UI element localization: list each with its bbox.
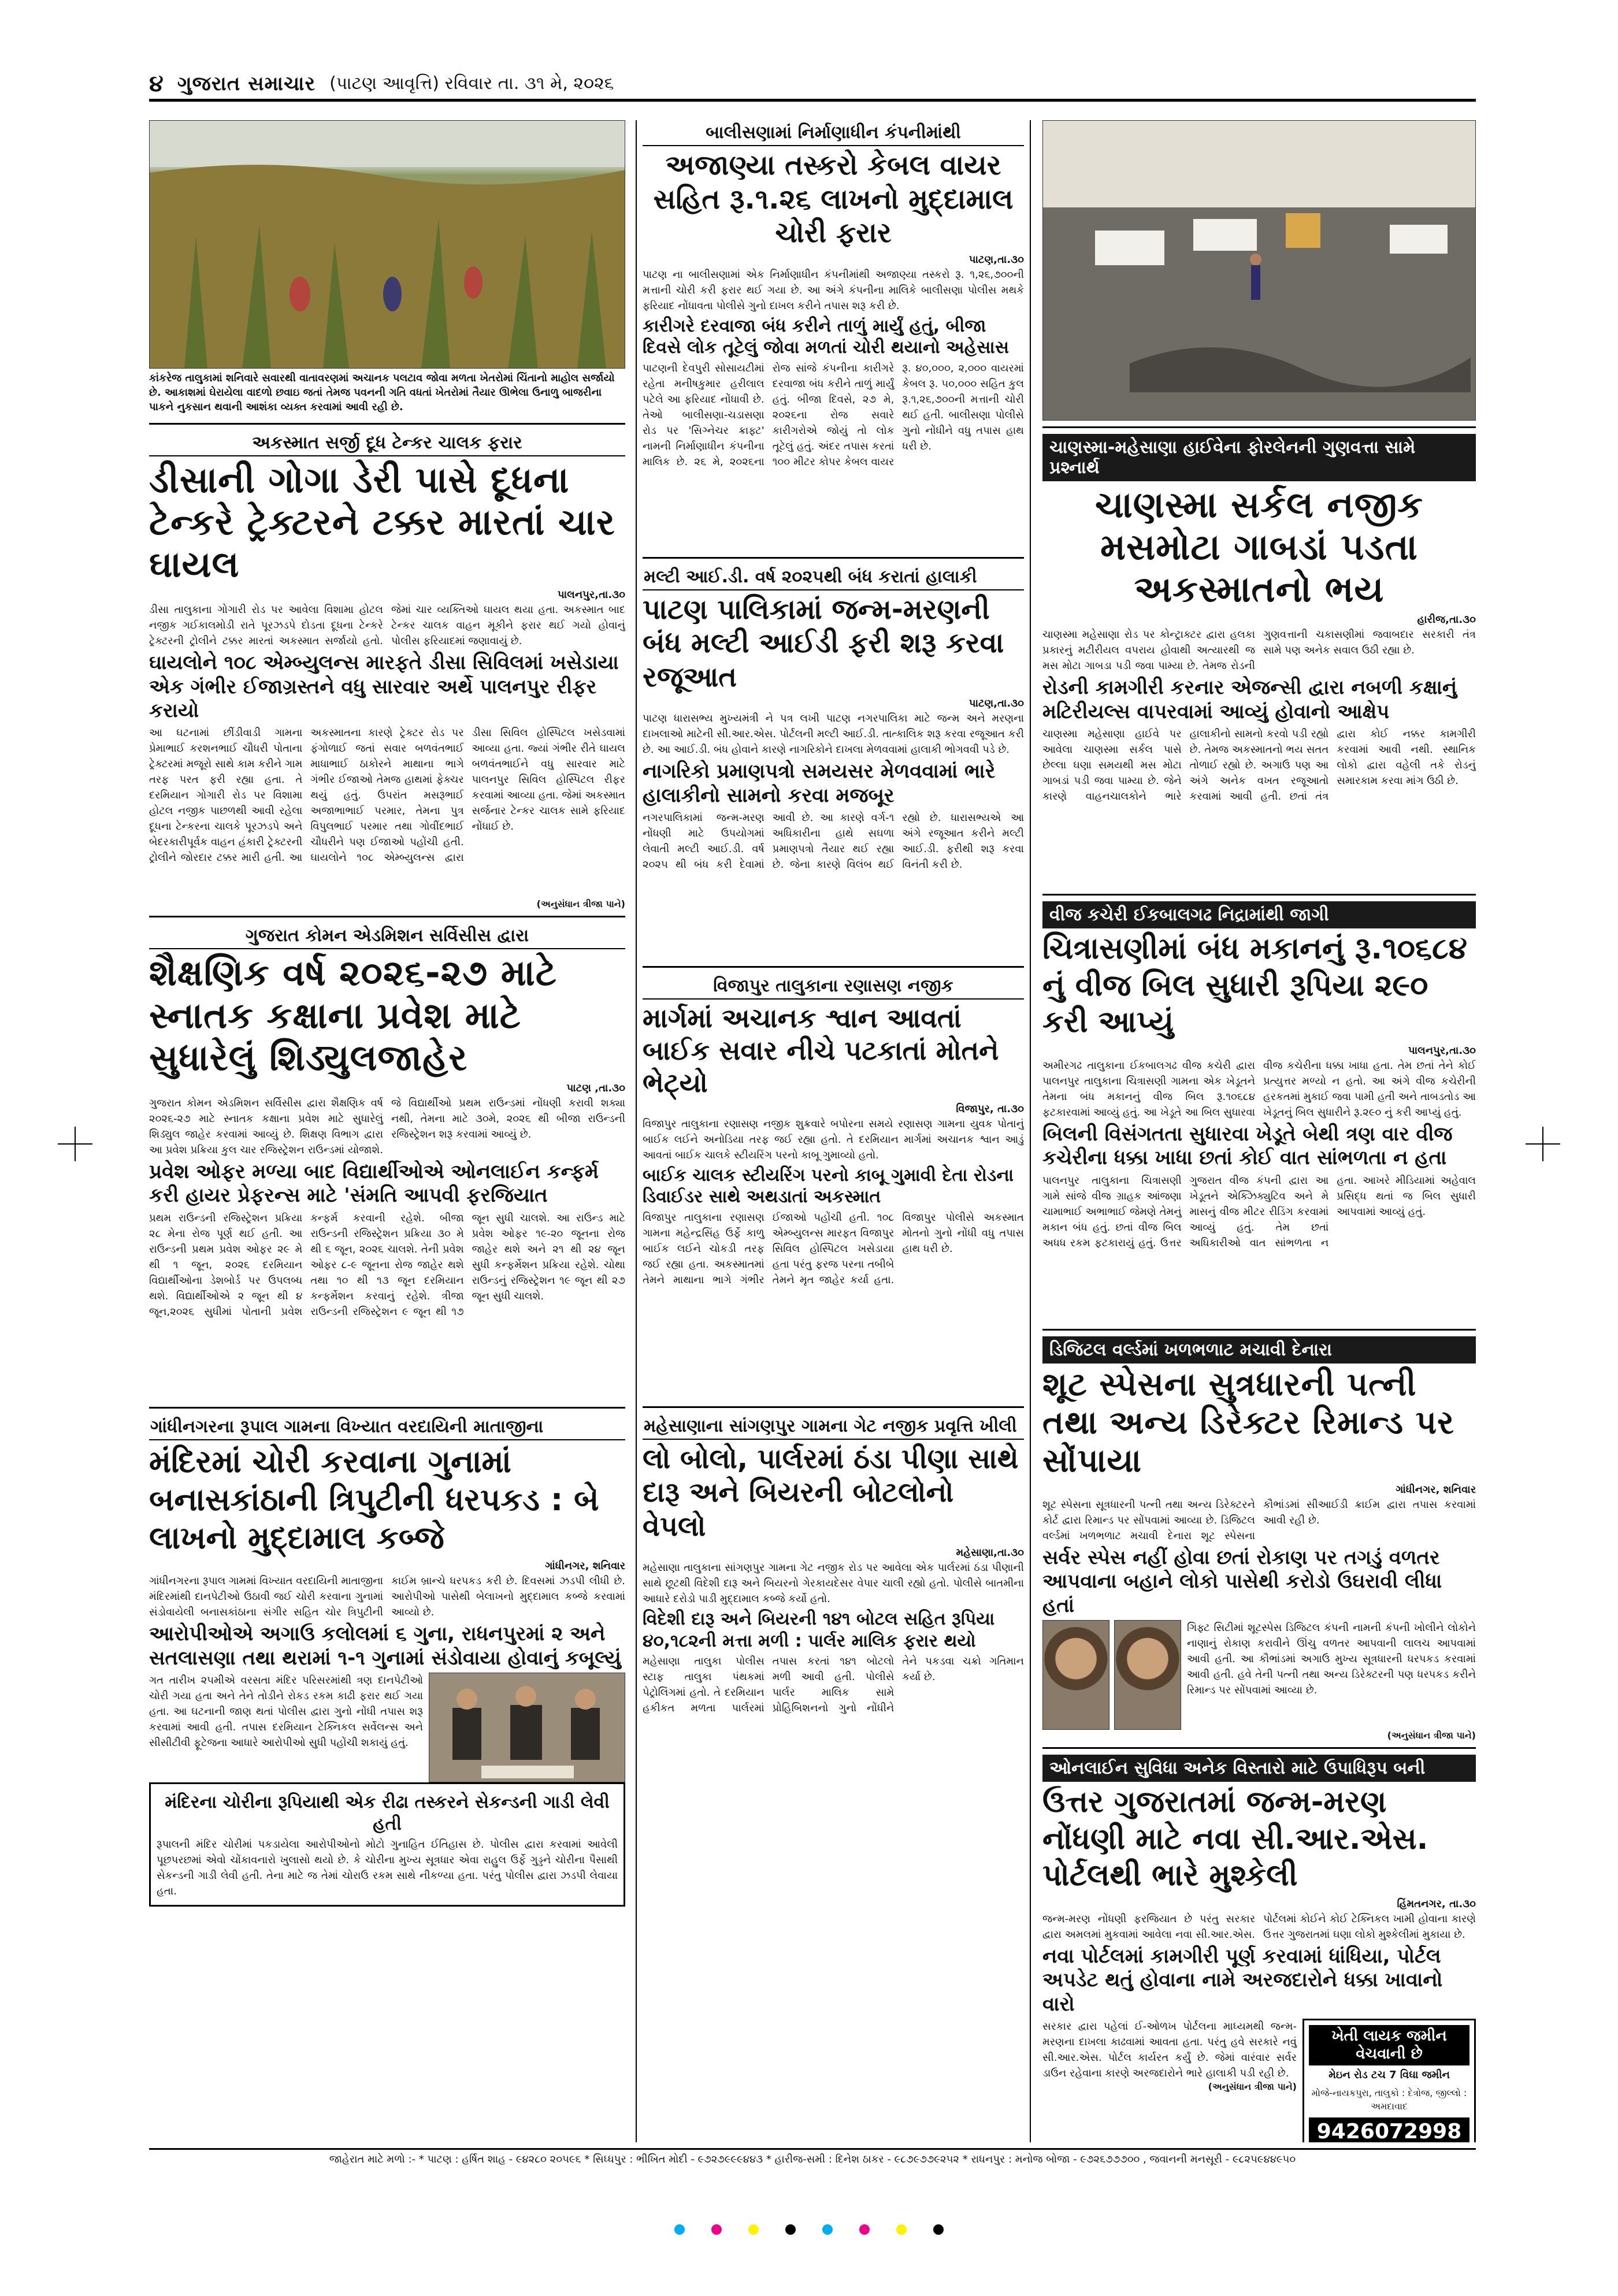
color-mark-black	[785, 2224, 796, 2235]
kicker: ચાણસ્મા-મહેસાણા હાઈવેના ફોરલેનની ગુણવત્તા સામે પ્રશ્નાર્થ	[1042, 434, 1476, 481]
divider	[1042, 1747, 1476, 1749]
continued-note: (અનુસંધાન ત્રીજા પાને)	[1387, 1730, 1476, 1741]
column-right	[1042, 120, 1476, 2142]
dateline: પાટણ ,તા.૩૦	[566, 1082, 625, 1094]
kicker: બાલીસણામાં નિર્માણાધીન કંપનીમાંથી	[643, 120, 1024, 146]
story-body-continued: વિજાપુર તાલુકાના રણાસણ ગામના મહેન્દ્રસિંહ ઉર્ફે કાળુ બાઈક લઈને ચોકડી તરફ જઈ રહ્યા હતા. અકસ્માતમાં તેમને માથાના ભાગે ગંભીર ઈજાઓ પહોંચી હતી. ૧૦૮ એમ્બ્યુલન્સ મારફત વિજાપુર સિવિલ હોસ્પિટલ ખસેડાયા હતા પરંતુ ફરજ પરના તબીબે તેમને મૃત જાહેર કર્યા હતા. વિજાપુર પોલીસે અકસ્માત મોતનો ગુનો નોંધી વધુ તપાસ હાથ ધરી છે.	[643, 1211, 1024, 1286]
story-body-continued: પાટણની દેવપુરી સોસાયટીમાં રહેતા મનીષકુમાર હરીલાલ પટેલે આ ફરિયાદ નોંધાવી છે. તેઓ બાલીસણા-ચડાસણા રોડ પર 'સિગ્નેચર ક્રાફ્ટ' નામની નિર્માણાધીન કંપનીના માલિક છે. ૨૬ મે, ૨૦૨૬ના રોજ સાંજે કંપનીના કારીગરે દરવાજા બંધ કરીને તાળું માર્યું હતું. બીજા દિવસે, ૨૭ મે, ૨૦૨૬ના રોજ સવારે કારીગરોએ જોયું તો લોક તૂટેલું હતું. અંદર તપાસ કરતાં ૧૦૦ મીટર કોપર કેબલ વાયર રૂ. ૪૦,૦૦૦, ૨,૦૦૦ વાયરમાં કેબલ રૂ. ૫૦,૦૦૦ સહિત કુલ રૂ.૧,૨૬,૭૦૦ની મત્તાની ચોરી થઈ હતી. બાલીસણા પોલીસે ગુનો નોંધીને વધુ તપાસ હાથ ધરી છે.	[643, 362, 1024, 468]
story-admission-schedule	[149, 923, 625, 1400]
subheadline: બિલની વિસંગતતા સુધારવા ખેડૂતે બેથી ત્રણ વાર વીજ કચેરીના ધક્કા ખાધા છતાં કોઈ વાત સાંભળતા ન હતા	[1042, 1122, 1453, 1170]
headline: ડીસાની ગોગા ડેરી પાસે દૂધના ટેન્કરે ટ્રેક્ટરને ટક્કર મારતાં ચાર ઘાયલ	[149, 458, 615, 585]
kicker: ગાંધીનગરના રૂપાલ ગામના વિખ્યાત વરદાયિની માતાજીના	[149, 1414, 625, 1440]
subheadline: નાગરિકો પ્રમાણપત્રો સમયસર મેળવવામાં ભારે હાલાકીનો સામનો કરવા મજબૂર	[643, 760, 996, 807]
dateline: હિંમતનગર, તા.૩૦	[1397, 1897, 1476, 1910]
ad-line-1: મેઇન રોડ ટચ 7 વિઘા જમીન	[1328, 2069, 1450, 2082]
kicker: ગુજરાત કોમન એડમિશન સર્વિસીસ દ્વારા	[149, 923, 625, 949]
headline: ઉત્તર ગુજરાતમાં જન્મ-મરણ નોંધણી માટે નવા સી.આર.એસ. પોર્ટલથી ભારે મુશ્કેલી	[1042, 1785, 1428, 1893]
ad-line-2: મોજે-નાયકપુરા, તાલુકો : દેત્રોજ, જીલ્લો : અમદાવાદ	[1311, 2087, 1467, 2112]
dateline: ગાંધીનગર, શનિવાર	[545, 1560, 625, 1573]
accused-photo-2	[1114, 1620, 1181, 1730]
subheadline: આરોપીઓએ અગાઉ કલોલમાં ૬ ગુના, રાધનપુરમાં ૨ અને સતલાસણા તથા થરામાં ૧-૧ ગુનામાં સંડોવાયા હોવાનું કબૂલ્યું	[149, 1622, 621, 1670]
kicker: વીજ કચેરી ઈકબાલગઢ નિદ્રામાંથી જાગી	[1042, 901, 1476, 928]
headline: ચિત્રાસણીમાં બંધ મકાનનું રૂ.૧૦૬૮૪ નું વીજ બિલ સુધારી રૂપિયા ૨૯૦ કરી આપ્યું	[1042, 931, 1467, 1040]
dateline: પાટણ,તા.૩૦	[968, 253, 1024, 266]
color-mark-cyan	[674, 2224, 685, 2235]
subheadline: કારીગરે દરવાજા બંધ કરીને તાળું માર્યું હતું, બીજા દિવસે લોક તૂટેલું જોવા મળતાં ચોરી થયાનો અહેસાસ	[643, 315, 1010, 358]
headline: લો બોલો, પાર્લરમાં ઠંડા પીણા સાથે દારૂ અને બિયરની બોટલોનો વેપલો	[643, 1442, 1019, 1543]
divider	[149, 423, 625, 425]
color-mark-black	[933, 2224, 944, 2235]
masthead	[149, 68, 1476, 102]
story-body-continued: પ્રથમ રાઉન્ડની રજિસ્ટ્રેશન પ્રક્રિયા ૨૮ મેના રોજ પૂર્ણ થઈ હતી. આ રાઉન્ડની પ્રથમ પ્રવેશ ઓફર ૨૯ મે થી ૧ જૂન, ૨૦૨૬ દરમિયાન વિદ્યાર્થીઓના ડેશબોર્ડ પર ઉપલબ્ધ થશે. વિદ્યાર્થીઓએ ૨ જૂન થી ૪ જૂન,૨૦૨૬ સુધીમાં પોતાની પ્રવેશ કન્ફર્મ કરવાની રહેશે. બીજા રાઉન્ડની રજિસ્ટ્રેશન પ્રક્રિયા ૩૦ મે થી ૬ જૂન, ૨૦૨૬ ચાલશે. તેની પ્રવેશ ઓફર ૮-૯ જૂનના રોજ જાહેર થશે તથા ૧૦ થી ૧૩ જૂન દરમિયાન કન્ફર્મેશન કરવાનું રહેશે. ત્રીજા રાઉન્ડની રજિસ્ટ્રેશન ૯ જૂન થી ૧૭ જૂન સુધી ચાલશે. આ રાઉન્ડ માટે પ્રવેશ ઓફર ૧૯-૨૦ જૂનના રોજ જાહેર થશે અને ૨૧ થી ૨૪ જૂન સુધી કન્ફર્મેશન પ્રક્રિયા રહેશે. ચોથા રાઉન્ડનું રજિસ્ટ્રેશન ૧૯ જૂન થી ૨૭ જૂન સુધી ચાલશે.	[149, 1212, 625, 1318]
story-bike-accident	[643, 974, 1024, 1400]
dateline: હારીજ,તા.૩૦	[1417, 614, 1476, 626]
subheadline: વિદેશી દારૂ અને બિયરની ૧૪૧ બોટલ સહિત રૂપિયા ૪૦,૧૮૨ની મત્તા મળી : પાર્લર માલિક ફરાર થયો	[643, 1609, 995, 1651]
story-body-continued: આ ઘટનામાં છીંડીવાડી ગામના પ્રેમાભાઈ કરશનભાઈ ચૌધરી પોતાના ટ્રેક્ટરમાં મજૂરો સાથે કામ કરીને ગામ તરફ પરત ફરી રહ્યા હતા. તે દરમિયાન ગોગારી રોડ પર વિશામા હોટલ નજીક પાછળથી આવી રહેલા દૂધના ટેન્કરના ચાલકે પૂરઝડપે અને બેદરકારીપૂર્વક વાહન હંકારી ટ્રેક્ટરની ટ્રોલીને જોરદાર ટક્કર મારી હતી. આ અકસ્માતના કારણે ટ્રેક્ટર રોડ પર ફંગોળાઈ જતાં સવાર બળવંતભાઈ માધાભાઈ ઠાકોરને માથાના ભાગે ગંભીર ઈજાઓ તેમજ હાથમાં ફેક્ચર થયું હતું. ઉપરાંત મસરૂભાઈ અજાભાભાઈ પરમાર, તેમના પુત્ર વિપુલભાઈ પરમાર તથા ગોવીંદભાઈ ચૌધરીને પણ ઈજાઓ પહોંચી હતી. ઘાયલોને ૧૦૮ એમ્બ્યુલન્સ દ્વારા ડીસા સિવિલ હોસ્પિટલ ખસેડવામાં આવ્યા હતા. જ્યાં ગંભીર રીતે ઘાયલ બળવંતભાઈને વધુ સારવાર માટે પાલનપુર સિવિલ હોસ્પિટલ રીફર કરવામાં આવ્યા હતા. જેમાં અકસ્માત સર્જનાર ટેન્કર ચાલક સામે ફરિયાદ નોંધાઈ છે.	[149, 727, 625, 864]
road-photo	[1042, 120, 1476, 421]
divider	[643, 966, 1024, 968]
kicker: મહેસાણાના સાંગણપુર ગામના ગેટ નજીક પ્રવૃત્તિ ખીલી	[643, 1414, 1024, 1440]
headline: માર્ગમાં અચાનક શ્વાન આવતાં બાઈક સવાર નીચે પટકાતાં મોતને ભેટ્યો	[643, 1002, 999, 1099]
color-mark-yellow	[748, 2224, 759, 2235]
farm-photo	[149, 120, 625, 369]
registration-mark-left	[58, 1127, 92, 1161]
edition-date: (પાટણ આવૃત્તિ) રવિવાર તા. ૩૧ મે, ૨૦૨૬	[329, 73, 614, 94]
subheadline: નવા પોર્ટલમાં કામગીરી પૂર્ણ કરવામાં ધાંધિયા, પોર્ટલ અપડેટ થતું હોવાના નામે અરજદારોને ધક્કા ખાવાનો વારો	[1042, 1944, 1443, 2016]
dateline: પાલનપુર,તા.૩૦	[558, 589, 625, 601]
color-mark-yellow	[896, 2224, 907, 2235]
story-body-continued: સરકાર દ્વારા પહેલાં ઈ-ઓળખ પોર્ટલના માધ્યમથી જન્મ-મરણના દાખલા કાઢવામાં આવતા હતા. પરંતુ હવે સરકારે નવું સી.આર.એસ. પોર્ટલ કાર્યરત કર્યું છે. જેમાં વારંવાર સર્વર ડાઉન રહેવાના કારણે અરજદારોને ભારે હાલાકી પડી રહી છે.	[1042, 2020, 1297, 2080]
continued-note: (અનુસંધાન ત્રીજા પાને)	[1208, 2081, 1297, 2093]
dateline: મહેસાણા,તા.૩૦	[956, 1547, 1024, 1559]
subheadline: ઘાયલોને ૧૦૮ એમ્બ્યુલન્સ મારફતે ડીસા સિવિલમાં ખસેડાયા એક ગંભીર ઈજાગ્રસ્તને વધુ સારવાર અર્થે પાલનપુર રીફર કરાયો	[149, 651, 619, 722]
story-body: ચાણસ્મા મહેસાણા રોડ પર કોન્ટ્રાક્ટર દ્વારા હલકા પ્રકારનું મટીરીયલ વપરાય હોવાથી અત્યારથી જ મસ મોટા ગાબડા પડી જવા પામ્યા છે. તેમજ રોડની ગુણવત્તાની ચકાસણીમાં જવાબદાર સરકારી તંત્ર સામે પણ અનેક સવાલ ઉઠી રહ્યા છે.	[1042, 629, 1476, 673]
story-body: વિજાપુર તાલુકાના રણાસણ નજીક શુક્રવારે બપોરના સમયે રણાસણ ગામના યુવક પોતાનું બાઈક લઈને અનોડિયા તરફ જઈ રહ્યા હતો. તે દરમિયાન માર્ગમાં અચાનક શ્વાન આડું આવતાં બાઈક ચાલકે સ્ટીયરિંગ પરનો કાબૂ ગુમાવ્યો હતો.	[643, 1117, 1024, 1161]
story-chanasma-potholes	[1042, 434, 1476, 888]
sidebar-box	[149, 1782, 625, 1907]
story-body: ગાંધીનગરના રૂપાલ ગામમાં વિખ્યાત વરદાયિની માતાજીના મંદિરમાંથી દાનપેટીઓ ઉઠાવી જઈ ચોરી કરવાના ગુનામાં સંડોવાયેલી બનાસકાંઠાના સંગીર સહિત ચોર ત્રિપુટીની કાઈમ બ્રાન્ચે ધરપકડ કરી છે. દિવસમાં ઝડપી લીધી છે. આરોપીઓ પાસેથી બેલાખનો મુદ્દામાલ કબ્જે કરવામાં આવ્યો છે.	[149, 1575, 625, 1619]
color-mark-cyan	[822, 2224, 833, 2235]
dateline: વિજાપુર, તા.૩૦	[956, 1102, 1024, 1115]
farm-illustration	[150, 121, 625, 369]
story-milk-tanker	[149, 430, 625, 911]
advertising-contacts: જાહેરાત માટે મળો :- * પાટણ : હર્ષિત શાહ - ૯૪૨૮૦ ૨૦૫૯૬ * સિધ્ધપુર : ભીખિત મોદી - ૯૭૨૭૯૯૯૪૪૩ * હારીજ-સમી : દિનેશ ઠાકર - ૯૮૭૯૭૭૯૨૫૨ * રાધનપુર : મનોજ બોજા - ૯૭૨૬૭૭૭૦૦ , જવાનની મનસૂરી - ૯૮૨૫૯૪૪૯૫૦	[149, 2148, 1476, 2168]
story-body: ડીસા તાલુકાના ગોગારી રોડ પર આવેલા વિશામા હોટલ નજીક ગઈકાલમોડી રાતે પૂરઝડપે દોડતા દૂધના ટેન્કરે ટ્રેક્ટરની ટ્રોલીને ટક્કર મારતાં અકસ્માત સર્જાયો હતો. જેમાં ચાર વ્યક્તિઓ ઘાયલ થયા હતા. અકસ્માત બાદ ટેન્કર ચાલક વાહન મૂકીને ફરાર થઈ ગયો હોવાનું પોલીસ ફરિયાદમાં જણાવાયું છે.	[149, 604, 625, 648]
kicker: ડિજિટલ વર્લ્ડમાં ખળભળાટ મચાવી દેનારા	[1042, 1336, 1476, 1364]
color-mark-magenta	[711, 2224, 722, 2235]
kicker: અકસ્માત સર્જી દૂધ ટેન્કર ચાલક ફરાર	[149, 430, 625, 456]
subheadline: રોડની કામગીરી કરનાર એજન્સી દ્વારા નબળી કક્ષાનું મટિરીયલ્સ વાપરવામાં આવ્યું હોવાનો આક્ષેપ	[1042, 676, 1457, 723]
box-title: મંદિરના ચોરીના રૂપિયાથી એક રીઢા તસ્કરને સેકન્ડની ગાડી લેવી હતી	[165, 1792, 610, 1834]
classified-ad	[1302, 2019, 1476, 2142]
divider	[149, 1407, 625, 1409]
story-body-continued: ગત તારીખ ૨૫મીએ વરસતા મંદિર પરિસરમાંથી ત્રણ દાનપેટીઓ ચોરી ગયા હતા અને તેને તોડીને રોકડ રકમ કાઢી ફરાર થઈ ગયા હતા. આ ઘટનાની જાણ થતાં પોલીસ દ્વારા ગુનો નોંધી તપાસ શરૂ કરવામાં આવી હતી. તપાસ દરમિયાન ટેક્નિકલ સર્વેલન્સ અને સીસીટીવી ફૂટેજના આધારે આરોપીઓ સુધી પહોંચી શકાયું હતું.	[149, 1674, 423, 1749]
story-body: શૂટ સ્પેસના સૂત્રધારની પત્ની તથા અન્ય ડિરેક્ટરને કોર્ટ દ્વારા રિમાન્ડ પર સોંપવામાં આવ્યા છે. ડિજિટલ વર્લ્ડમાં ખળભળાટ મચાવી દેનારા શૂટ સ્પેસના કૌભાંડમાં સીઆઈડી ક્રાઈમ દ્વારા તપાસ કરવામાં આવી રહી છે.	[1042, 1498, 1476, 1542]
column-left	[149, 120, 625, 2142]
story-body: પાટણ ધારાસભ્ય મુખ્યમંત્રી ને પત્ર લખી પાટણ નગરપાલિકા માટે જન્મ અને મરણના દાખલાઓ માટેની સી.આર.એસ. પોર્ટલની મલ્ટી આઈ.ડી. તાત્કાલિક શરૂ કરવા રજૂઆત કરી છે. આ આઈ.ડી. બંધ હોવાને કારણે નાગરિકોને દાખલા મેળવવામાં હાલાકી ભોગવવી પડે છે.	[643, 712, 1024, 756]
story-body-continued: મહેસાણા તાલુકા પોલીસ સ્ટાફ તાલુકા પંથકમાં પેટ્રોલિંગમાં હતો. તે દરમિયાન હકીકત મળતા પાર્લરમાં તપાસ કરતાં ૧૪૧ બોટલો મળી આવી હતી. પોલીસે પાર્લર માલિક સામે પ્રોહિબિશનનો ગુનો નોંધીને તેને પકડવા ચક્રો ગતિમાન કર્યા છે.	[643, 1655, 1024, 1715]
subheadline: પ્રવેશ ઓફર મળ્યા બાદ વિદ્યાર્થીઓએ ઓનલાઈન કન્ફર્મ કરી હાયર પ્રેફરન્સ માટે 'સંમતિ આપવી ફરજિયાત	[149, 1160, 599, 1208]
continued-note: (અનુસંધાન ત્રીજા પાને)	[536, 898, 625, 910]
divider	[1042, 894, 1476, 896]
ad-title: ખેતી લાયક જમીન વેચવાની છે	[1309, 2025, 1469, 2065]
accused-photo-1	[1042, 1620, 1109, 1730]
story-temple-theft	[149, 1414, 625, 1907]
story-body: મહેસાણા તાલુકાના સાંગણપુર ગામના ગેટ નજીક રોડ પર આવેલા એક પાર્લરમાં ઠંડા પીણાની સાથે છૂટથી વિદેશી દારૂ અને બિયરનો ગેરકાયદેસર વેપાર ચાલી રહ્યો હતો. પોલીસે બાતમીના આધારે દરોડો પાડી મુદ્દામાલ કબ્જે કર્યો હતો.	[643, 1562, 1024, 1606]
divider	[643, 1406, 1024, 1408]
story-body: પાટણ ના બાલીસણામાં એક નિર્માણાધીન કંપનીમાંથી અજાણ્યા તસ્કરો રૂ. ૧,૨૬,૭૦૦ની મત્તાની ચોરી કરી ફરાર થઈ ગયા છે. આ અંગે કંપનીના માલિકે બાલીસણા પોલીસ મથકે ફરિયાદ નોંધાવતા પોલીસે ગુનો દાખલ કરીને તપાસ શરૂ કરી છે.	[643, 268, 1024, 312]
subheadline: બાઈક ચાલક સ્ટીયરિંગ પરનો કાબૂ ગુમાવી દેતા રોડના ડિવાઈડર સાથે અથડાતાં અકસ્માત	[643, 1165, 1014, 1208]
box-body: રૂપાલની મંદિર ચોરીમાં પકડાયેલા આરોપીઓનો મોટો ગુનાહિત ઈતિહાસ છે. પોલીસ દ્વારા કરવામાં આવેલી પૂછપરછમાં એવો ચોંકાવનારો ખુલાસો થયો છે. કે ચોરીના મુખ્ય સૂત્રધાર એવા રાહુલ ઉર્ફે ગુડ્ડને ચોરીના પૈસાથી સેકન્ડની ગાડી લેવી હતી. તેના માટે જ તેમાં ચોરાઉ રકમ સાથે નીકળ્યા હતા. પરંતુ પોલીસ દ્વારા ઝડપી લેવાયા હતા.	[157, 1838, 618, 1898]
headline: શૈક્ષણિક વર્ષ ૨૦૨૬-૨૭ માટે સ્નાતક કક્ષાના પ્રવેશ માટે સુધારેલું શિડ્યુલજાહેર	[149, 952, 557, 1079]
story-body-continued: પાલનપુર તાલુકાના ચિત્રાસણી ગામે સાંજે વીજ ગ્રાહક આંજણા ચામાભાઈ અભાભાઈ જેમણે તેમનું મકાન બંધ હતું. છતાં વીજ બિલ અધધ રકમ ફટકારાયું હતું. ઉત્તર ગુજરાત વીજ કંપની દ્વારા આ ખેડૂતને એક્ઝિક્યુટિવ અને મે માસનું વીજ મીટર રીડિંગ કરવામાં આવ્યું હતું. તેમ છતાં અધિકારીઓ વાત સાંભળતા ન હતા. આખરે મીડિયામાં અહેવાલ પ્રસિદ્ધ થતાં જ બિલ સુધારી આપવામાં આવ્યું હતું.	[1042, 1174, 1476, 1249]
divider	[1042, 1329, 1476, 1331]
newspaper-brand: ગુજરાત સમાચાર	[177, 72, 316, 95]
story-crs-portal	[1042, 1755, 1476, 2142]
story-multi-id	[643, 564, 1024, 961]
registration-mark-right	[1526, 1127, 1560, 1161]
color-registration-marks	[0, 2224, 1618, 2235]
divider	[643, 557, 1024, 559]
story-body: અમીરગઢ તાલુકાના ઈકબાલગઢ વીજ કચેરી દ્વારા પાલનપુર તાલુકાના ચિત્રાસણી ગામના એક ખેડૂતને તેમના બંધ મકાનનું વીજ બિલ રૂ.૧૦૬૮૪ ફટકારવામાં આવ્યું હતું. આ ખેડૂતે આ બિલ સુધારવા વીજ કચેરીના ધક્કા ખાધા હતા. તેમ છતાં તેને કોઈ પ્રત્યુત્તર મળ્યો ન હતો. આ અંગે વીજ કચેરીની હરકતમાં મુકાઈ જવા પામી હતી અને તાબડતોડ આ ખેડૂતનું બિલ સુધારીને રૂ.૨૯૦ નું કરી આપ્યું હતું.	[1042, 1059, 1476, 1119]
kicker: વિજાપુર તાલુકાના રણાસણ નજીક	[643, 974, 1024, 1000]
newspaper-page	[149, 68, 1476, 2171]
kicker: ઓનલાઈન સુવિધા અનેક વિસ્તારો માટે ઉપાધિરૂપ બની	[1042, 1755, 1476, 1782]
color-mark-magenta	[859, 2224, 870, 2235]
story-body-continued: ચાણસ્મા મહેસાણા હાઈવે પર આવેલા ચાણસ્મા સર્કલ પાસે છેલ્લા ઘણા સમયથી મસ મોટા ગાબડાં પડી જવા પામ્યા છે. જેને કારણે વાહનચાલકોને ભારે હાલાકીનો સામનો કરવો પડી રહ્યો છે. તેમજ અકસ્માતનો ભય સતત તોળાઈ રહ્યો છે. અગાઉ પણ આ અંગે અનેક વખત રજૂઆતો કરવામાં આવી હતી. છતાં તંત્ર દ્વારા કોઈ નક્કર કામગીરી કરવામાં આવી નથી. સ્થાનિક લોકો દ્વારા વહેલી તકે રોડનું સમારકામ કરવા માંગ ઉઠી છે.	[1042, 728, 1476, 803]
story-body-continued: ગિફ્ટ સિટીમાં શૂટસ્પેસ ડિજિટલ કંપની નામની કંપની ખોલીને લોકોને નાણાનું રોકાણ કરાવીને ઊંચુ વળતર આપવાની લાલચ આપવામાં આવી હતી. આ કૌભાંડમાં અગાઉ મુખ્ય સૂત્રધારની ધરપકડ કરવામાં આવી હતી. હવે તેની પત્ની તથા અન્ય ડિરેક્ટરની પણ ધરપકડ કરીને રિમાન્ડ પર સોંપવામાં આવ્યા છે.	[1187, 1622, 1476, 1697]
headline: મંદિરમાં ચોરી કરવાના ગુનામાં બનાસકાંઠાની ત્રિપુટીની ધરપકડ : બે લાખનો મુદ્દામાલ કબ્જે	[149, 1443, 599, 1556]
farm-photo-caption: કાંકરેજ તાલુકામાં શનિવારે સવારથી વાતાવરણમાં અચાનક પલટાવ જોવા મળતા ખેતરોમાં ચિંતાનો માહોલ સર્જાયો છે. આકાશમાં ઘેરાયેલા વાદળો છવાઇ જતાં તેમજ પવનની ગતિ વધતાં ખેતરોમાં તૈયાર ઊભેલા ઉનાળુ બાજરીના પાકને નુકસાન થવાની આશંકા વ્યક્ત કરવામાં આવી રહી છે.	[149, 372, 615, 414]
story-body: ગુજરાત કોમન એડમિશન સર્વિસીસ દ્વારા શૈક્ષણિક વર્ષ ૨૦૨૬-૨૭ માટે સ્નાતક કક્ષાના પ્રવેશ માટે સુધારેલું શિડ્યુલ જાહેર કરવામાં આવ્યું છે. શિક્ષણ વિભાગ દ્વારા આ પ્રવેશ પ્રક્રિયા કુલ ચાર રજિસ્ટ્રેશન રાઉન્ડમાં યોજાશે. જે વિદ્યાર્થીઓ પ્રથમ રાઉન્ડમાં નોંધણી કરાવી શક્યા નથી, તેમના માટે ૩૦મે, ૨૦૨૬ થી બીજા રાઉન્ડની રજિસ્ટ્રેશન શરૂ કરવામાં આવ્યું છે.	[149, 1097, 625, 1156]
story-body-continued: નગરપાલિકામાં જન્મ-મરણ નોંધણી માટે ઉપયોગમાં લેવાતી મલ્ટી આઈ.ડી. વર્ષ ૨૦૨૫ થી બંધ કરી દેવામાં આવી છે. આ કારણે વર્ગ-૧ અધિકારીના હાથે સઘળા પ્રમાણપત્રો તૈયાર થઈ રહ્યા છે. જેના કારણે વિલંબ થઈ રહ્યો છે. ધારાસભ્યએ આ અંગે રજૂઆત કરીને મલ્ટી આઈ.ડી. ફરીથી શરૂ કરવા વિનંતી કરી છે.	[643, 812, 1024, 871]
headline: શૂટ સ્પેસના સુત્રધારની પત્ની તથા અન્ય ડિરેક્ટર રિમાન્ડ પર સોંપાયા	[1042, 1365, 1454, 1480]
page-number: ૪	[149, 70, 164, 97]
road-illustration	[1043, 121, 1476, 421]
headline: અજાણ્યા તસ્કરો કેબલ વાયર સહિત રૂ.૧.૨૬ લાખનો મુદ્દામાલ ચોરી ફરાર	[653, 149, 1014, 250]
kicker: મલ્ટી આઈ.ડી. વર્ષ ૨૦૨૫થી બંધ કરાતાં હાલાકી	[643, 564, 1024, 590]
arrest-illustration	[429, 1673, 625, 1782]
story-shoot-space	[1042, 1336, 1476, 1742]
dateline: પાલનપુર,તા.૩૦	[1408, 1044, 1476, 1057]
column-middle	[636, 120, 1031, 2142]
subheadline: સર્વર સ્પેસ નહીં હોવા છતાં રોકાણ પર તગડું વળતર આપવાના બહાને લોકો પાસેથી કરોડો ઉઘરાવી લીધા હતાં	[1042, 1545, 1442, 1617]
ad-phone: 9426072998	[1309, 2117, 1469, 2142]
divider	[1042, 426, 1476, 428]
story-electricity-bill	[1042, 901, 1476, 1322]
headline: ચાણસ્મા સર્કલ નજીક મસમોટા ગાબડાં પડતા અકસ્માતનો ભય	[1094, 484, 1424, 611]
divider	[149, 916, 625, 917]
story-liquor-parlour	[643, 1414, 1024, 1827]
arrest-photo	[429, 1673, 625, 1782]
story-cable-theft	[643, 120, 1024, 551]
story-body: જન્મ-મરણ નોંધણી ફરજિયાત છે પરંતુ સરકાર દ્વારા અમલમાં મુકવામાં આવેલા નવા સી.આર.એસ. પોર્ટલમાં કોઈને કોઈ ટેક્નિકલ ખામી હોવાના કારણે ઉત્તર ગુજરાતમાં ઘણા લોકો મુશ્કેલીમાં મુકાયા છે.	[1042, 1912, 1476, 1941]
dateline: પાટણ,તા.૩૦	[968, 697, 1024, 710]
headline: પાટણ પાલિકામાં જન્મ-મરણની બંધ મલ્ટી આઈડી ફરી શરૂ કરવા રજૂઆત	[643, 593, 1004, 693]
dateline: ગાંધીનગર, શનિવાર	[1396, 1483, 1476, 1496]
accused-photos	[1042, 1620, 1181, 1730]
